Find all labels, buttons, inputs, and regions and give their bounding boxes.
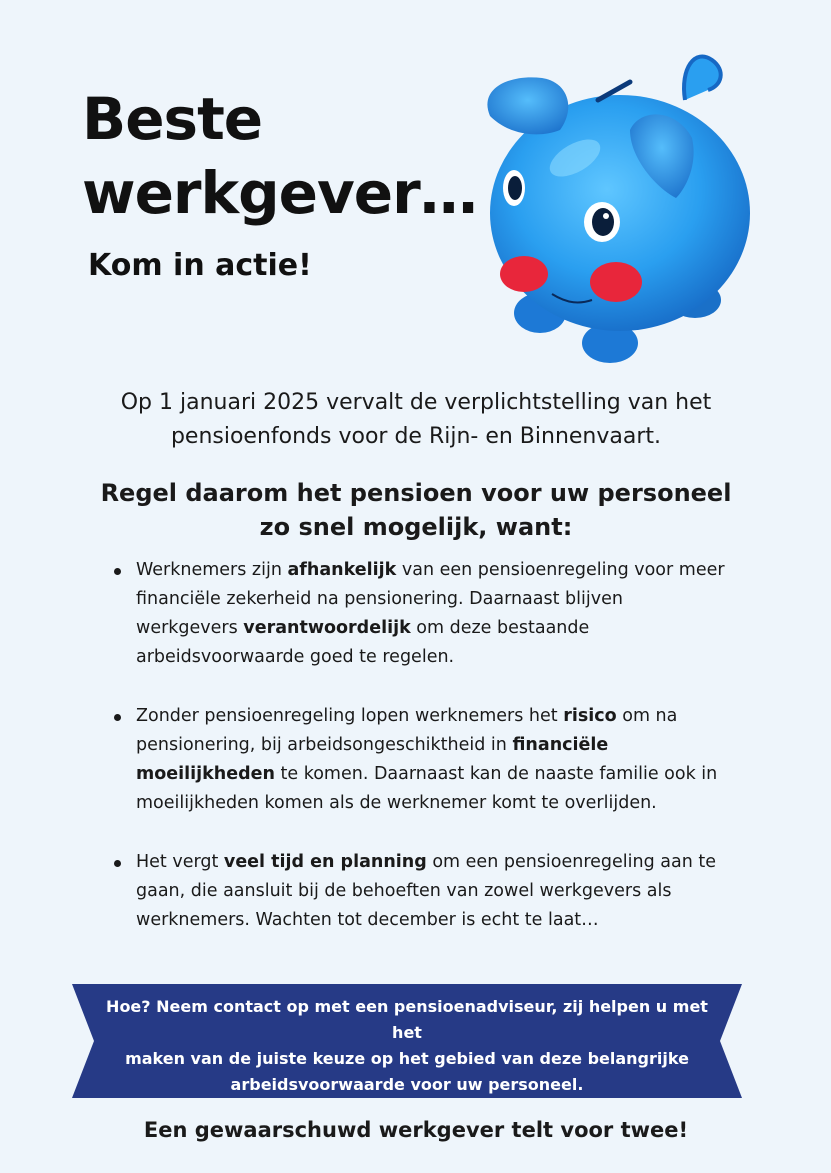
- banner-line-3: arbeidsvoorwaarde voor uw personeel.: [230, 1075, 584, 1094]
- list-item: [110, 848, 730, 935]
- bullet-dot-icon: [114, 714, 121, 721]
- bullet-text: om na pensionering, bij arbeidsongeschiktheid in: [136, 706, 678, 755]
- bullet-text: Zonder pensioenregeling lopen werknemers het: [136, 706, 564, 726]
- banner-line-2: maken van de juiste keuze op het gebied van deze belangrijke: [125, 1049, 689, 1068]
- lead-line-2: zo snel mogelijk, want:: [259, 513, 573, 541]
- banner-line-1: Hoe? Neem contact op met een pensioenadviseur, zij helpen u met het: [106, 997, 708, 1042]
- lead-line-1: Regel daarom het pensioen voor uw personeel: [100, 479, 732, 507]
- lead-heading: [40, 476, 792, 544]
- intro-text: [60, 386, 772, 454]
- bullet-dot-icon: [114, 860, 121, 867]
- bullet-text: van een pensioenregeling voor meer financiële zekerheid na pensionering. Daarnaast blijven werkgevers: [136, 560, 725, 638]
- piggy-bank-icon: [480, 38, 760, 368]
- call-to-action-banner: [72, 984, 742, 1098]
- page-subtitle: Kom in actie!: [88, 248, 312, 283]
- page-title: [82, 82, 477, 230]
- intro-line-1: Op 1 januari 2025 vervalt de verplichtstelling van het: [120, 390, 712, 415]
- bullet-text: te komen. Daarnaast kan de naaste familie ook in moeilijkheden komen als de werknemer komt te overlijden.: [136, 764, 718, 813]
- reasons-list: [110, 556, 730, 935]
- list-item: [110, 556, 730, 672]
- bullet-emphasis: risico: [563, 706, 617, 726]
- bullet-emphasis: financiële moeilijkheden: [136, 735, 609, 784]
- footer-slogan: Een gewaarschuwd werkgever telt voor twee!: [143, 1118, 689, 1142]
- bullet-text: Het vergt: [136, 852, 224, 872]
- bullet-text: om deze bestaande arbeidsvoorwaarde goed te regelen.: [136, 618, 590, 667]
- bullet-emphasis: verantwoordelijk: [243, 618, 411, 638]
- list-item: [110, 702, 730, 818]
- bullet-text: Werknemers zijn: [136, 560, 288, 580]
- bullet-emphasis: veel tijd en planning: [223, 852, 427, 872]
- bullet-emphasis: afhankelijk: [287, 560, 397, 580]
- banner-text: [102, 994, 712, 1098]
- title-line-2: werkgever…: [82, 159, 477, 227]
- intro-line-2: pensioenfonds voor de Rijn- en Binnenvaart.: [170, 424, 662, 449]
- bullet-text: om een pensioenregeling aan te gaan, die aansluit bij de behoeften van zowel werkgevers als werknemers. Wachten tot december is echt te laat…: [136, 852, 717, 930]
- title-line-1: Beste: [82, 85, 263, 153]
- bullet-dot-icon: [114, 568, 121, 575]
